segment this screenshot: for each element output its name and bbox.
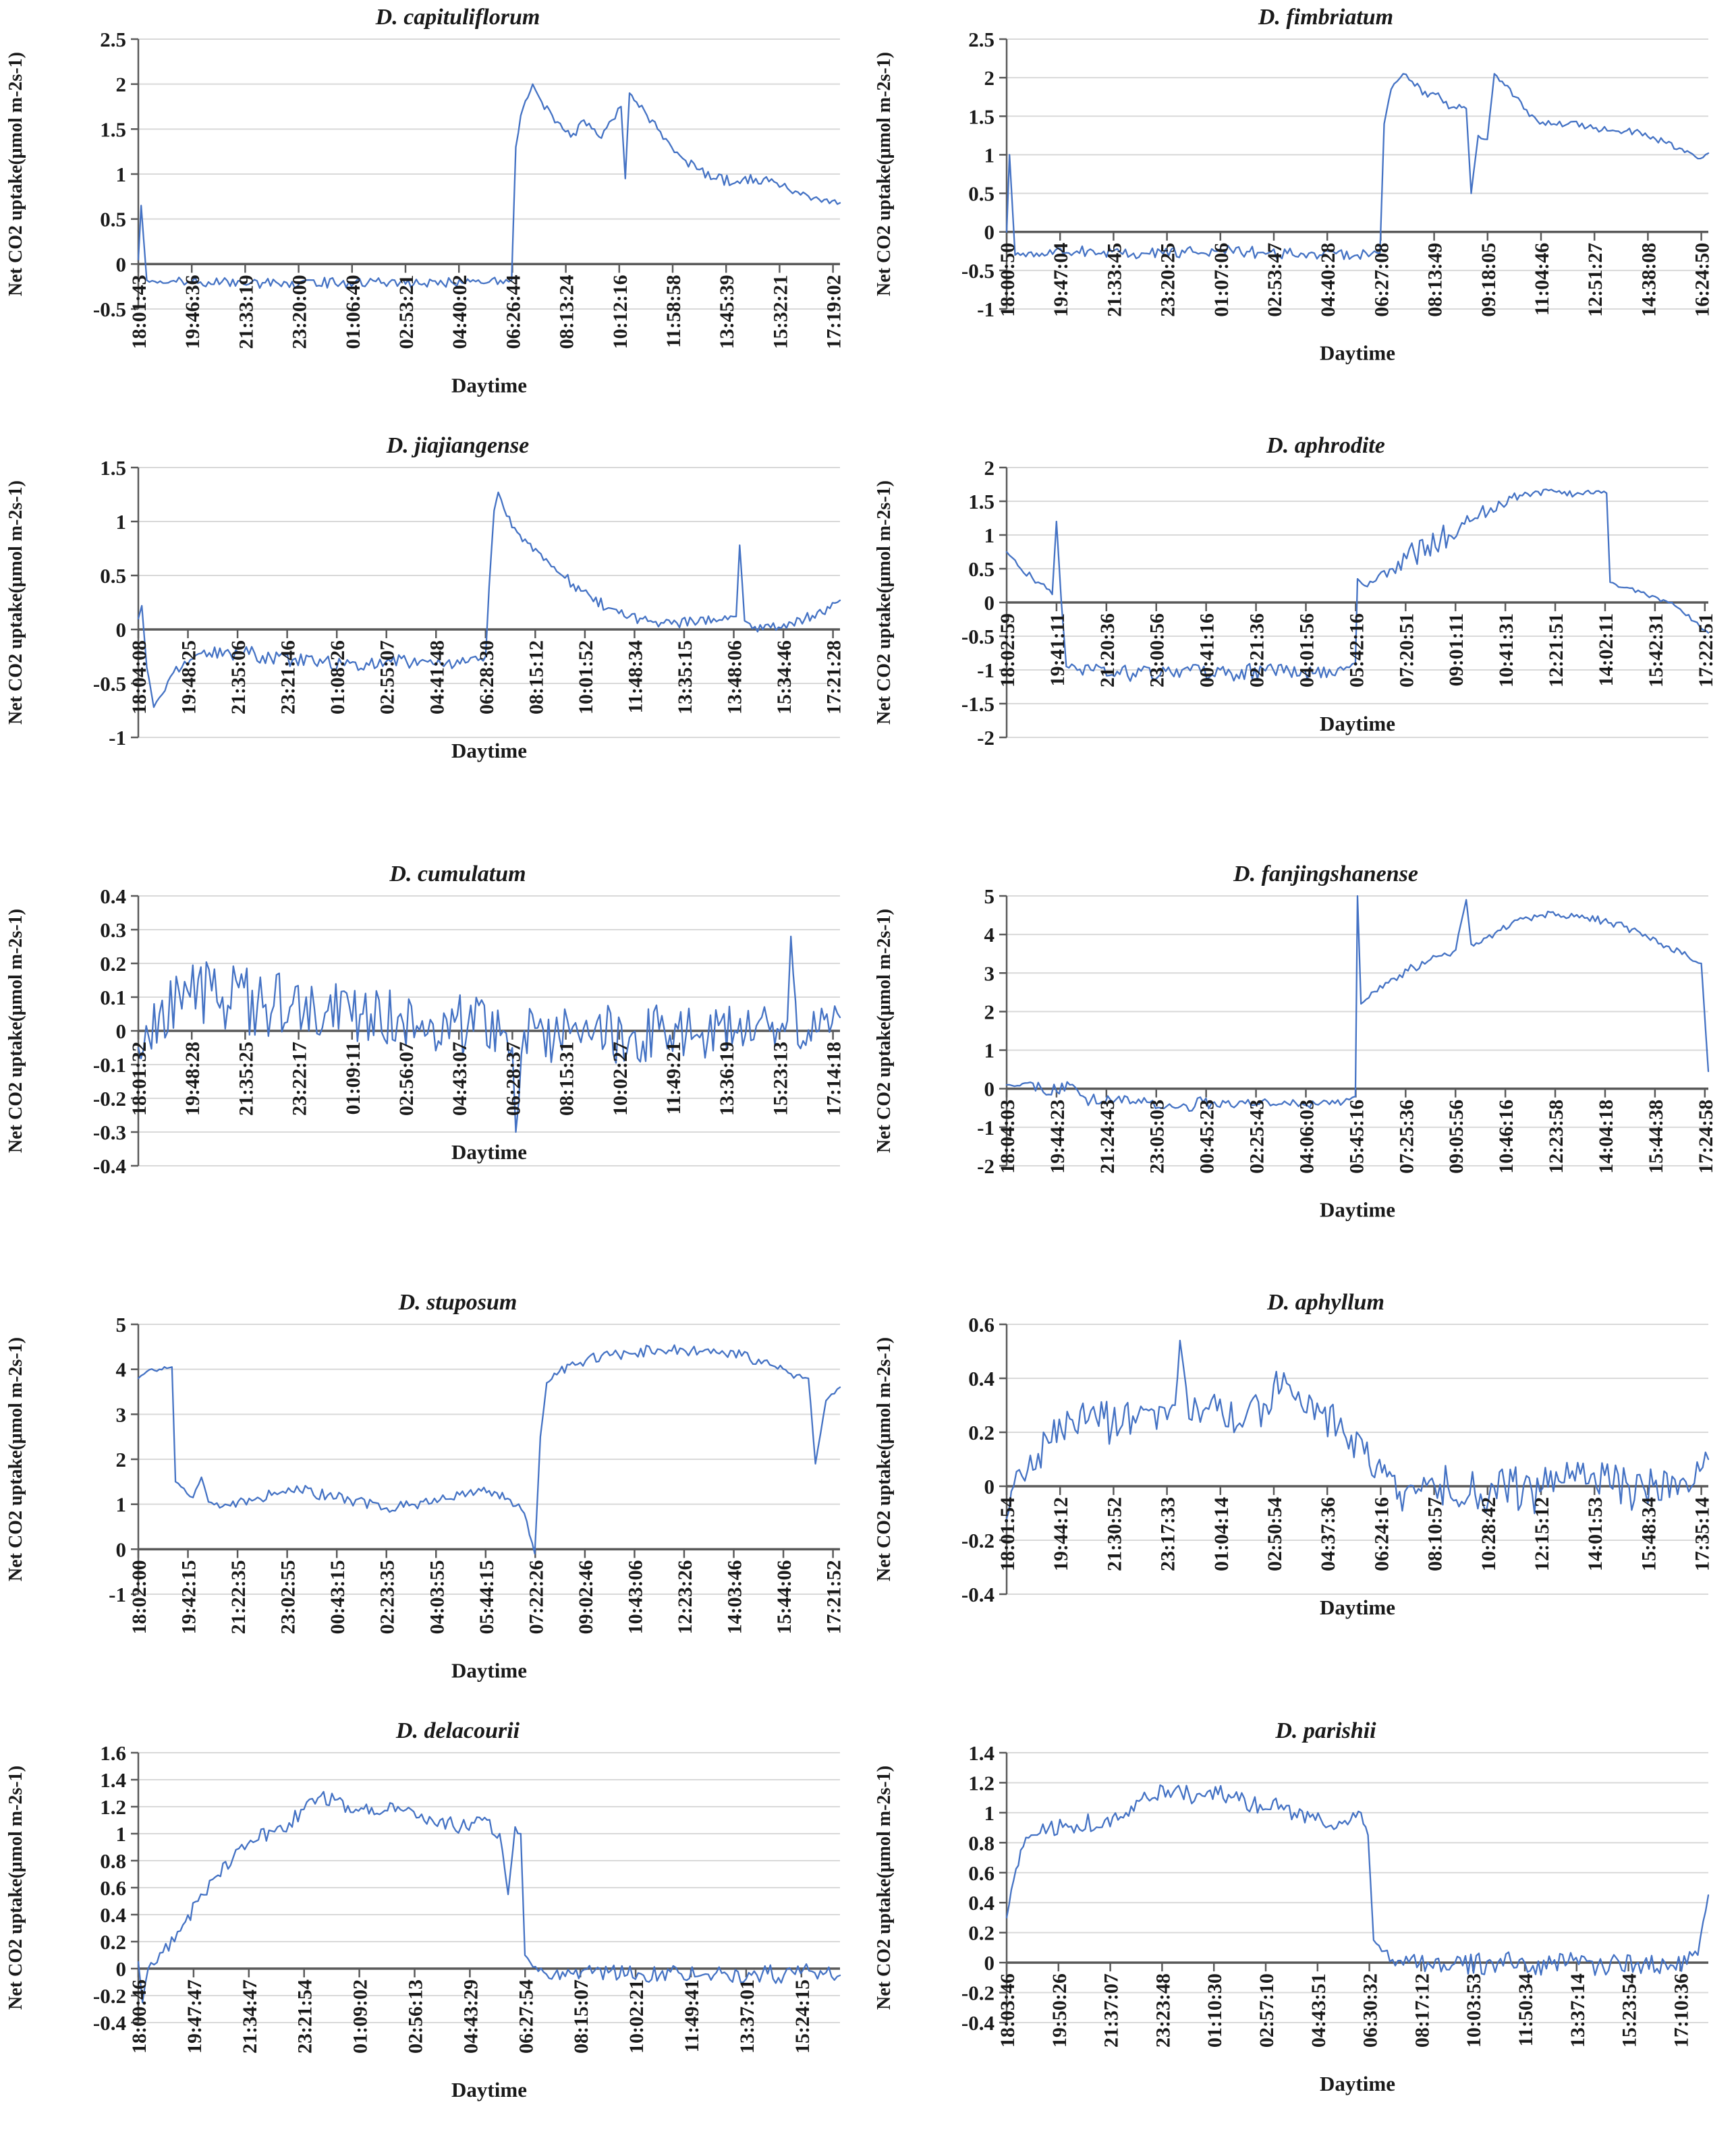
x-tick-label: 19:47:47	[183, 1979, 206, 2054]
x-tick-label: 13:36:19	[716, 1042, 739, 1116]
y-tick-label: 1.4	[968, 1745, 995, 1765]
y-tick-label: 4	[984, 923, 995, 947]
chart-title: D. aphyllum	[1267, 1290, 1384, 1315]
data-line	[138, 84, 840, 289]
chart-d-aphyllum	[868, 1285, 1736, 1714]
chart-title: D. fimbriatum	[1258, 5, 1394, 30]
x-tick-label: 21:33:19	[235, 275, 258, 349]
x-axis-title: Daytime	[1320, 1596, 1395, 1619]
y-tick-label: 0	[115, 1538, 126, 1562]
x-tick-label: 10:03:53	[1463, 1973, 1486, 2048]
x-tick-label: 05:45:16	[1345, 1099, 1368, 1174]
x-tick-label: 04:03:55	[426, 1560, 449, 1635]
y-tick-label: -0.4	[961, 1583, 995, 1606]
y-tick-label: -1	[109, 726, 126, 750]
y-tick-label: -0.2	[92, 1087, 126, 1110]
x-tick-label: 17:19:02	[822, 275, 845, 349]
y-tick-label: 0.5	[100, 207, 126, 231]
chart-plot	[0, 1316, 868, 1712]
chart-plot	[868, 888, 1736, 1283]
x-tick-label: 10:43:06	[624, 1560, 647, 1635]
x-tick-label: 21:22:35	[227, 1560, 250, 1635]
x-tick-label: 12:21:51	[1545, 613, 1568, 687]
x-tick-label: 18:02:59	[997, 613, 1019, 687]
y-tick-label: 0.4	[968, 1367, 995, 1390]
chart-d-parishii	[868, 1714, 1736, 2142]
data-line	[1007, 1785, 1708, 1975]
x-tick-label: 21:35:25	[235, 1042, 258, 1116]
y-tick-label: 0.6	[968, 1316, 995, 1336]
x-tick-label: 19:47:04	[1050, 242, 1073, 317]
x-tick-label: 21:20:36	[1096, 613, 1119, 687]
y-tick-label: -0.3	[92, 1121, 126, 1144]
x-axis-title: Daytime	[451, 739, 527, 762]
plot-svg	[868, 459, 1736, 855]
x-tick-label: 07:22:26	[525, 1560, 548, 1635]
x-tick-label: 01:06:40	[341, 275, 364, 349]
x-tick-label: 18:01:43	[128, 275, 150, 349]
x-tick-label: 19:46:36	[181, 275, 204, 349]
y-axis-title: Net CO2 uptake(μmol m-2s-1)	[5, 1766, 26, 2010]
y-tick-label: 2	[984, 1000, 995, 1024]
x-axis-title: Daytime	[1320, 1197, 1395, 1222]
y-tick-label: 0.4	[100, 888, 126, 908]
y-tick-label: -0.5	[961, 625, 995, 648]
x-tick-label: 11:58:58	[663, 275, 685, 348]
x-tick-label: 00:41:16	[1196, 613, 1219, 687]
y-tick-label: 0.4	[968, 1891, 995, 1915]
x-tick-label: 13:45:39	[716, 275, 739, 349]
chart-d-delacourii	[0, 1714, 868, 2142]
chart-title: D. cumulatum	[389, 862, 526, 886]
x-tick-label: 18:02:00	[128, 1560, 150, 1635]
chart-title: D. stuposum	[398, 1290, 517, 1315]
x-tick-label: 09:01:11	[1445, 613, 1468, 687]
x-axis-title: Daytime	[451, 373, 527, 397]
y-tick-label: -0.1	[92, 1053, 126, 1077]
y-tick-label: 0.2	[968, 1921, 995, 1945]
x-tick-label: 14:03:46	[723, 1560, 746, 1635]
x-tick-label: 02:56:07	[395, 1042, 418, 1116]
y-tick-label: 2.5	[100, 31, 126, 51]
y-tick-label: -1	[977, 658, 995, 682]
x-axis-title: Daytime	[451, 1658, 527, 1683]
y-tick-label: 3	[115, 1403, 126, 1427]
x-tick-label: 23:20:25	[1156, 242, 1179, 317]
chart-title: D. parishii	[1275, 1718, 1376, 1743]
plot-svg	[868, 1316, 1736, 1712]
x-tick-label: 17:24:58	[1694, 1099, 1717, 1174]
x-tick-label: 14:01:53	[1584, 1497, 1607, 1571]
y-tick-label: 1.5	[100, 459, 126, 480]
x-tick-label: 17:21:52	[822, 1560, 845, 1635]
y-axis-title: Net CO2 uptake(μmol m-2s-1)	[874, 52, 895, 296]
plot-svg	[0, 459, 868, 855]
x-tick-label: 10:01:52	[574, 640, 597, 714]
x-tick-label: 01:09:11	[341, 1042, 364, 1115]
x-tick-label: 08:13:24	[555, 275, 578, 349]
y-tick-label: 2	[984, 66, 995, 90]
x-tick-label: 12:23:58	[1545, 1099, 1568, 1174]
x-tick-label: 17:35:14	[1691, 1497, 1714, 1571]
y-tick-label: 0	[984, 591, 995, 615]
y-tick-label: -0.2	[961, 1981, 995, 2005]
chart-plot	[0, 31, 868, 426]
x-tick-label: 23:02:55	[277, 1560, 300, 1635]
y-tick-label: 3	[984, 961, 995, 986]
y-tick-label: 0.5	[100, 564, 126, 588]
x-tick-label: 06:27:54	[515, 1979, 538, 2054]
plot-svg	[0, 1316, 868, 1712]
y-tick-label: 0.2	[100, 1930, 126, 1954]
plot-svg	[868, 31, 1736, 426]
x-tick-label: 19:41:11	[1046, 613, 1069, 687]
data-line	[138, 1345, 840, 1554]
x-tick-label: 23:22:17	[288, 1042, 311, 1116]
x-tick-label: 19:42:15	[177, 1560, 200, 1635]
x-axis-title: Daytime	[451, 2078, 527, 2102]
x-tick-label: 23:20:00	[288, 275, 311, 349]
x-tick-label: 21:35:06	[227, 640, 250, 714]
x-tick-label: 15:44:38	[1644, 1099, 1667, 1174]
y-tick-label: 0.1	[100, 986, 126, 1009]
y-tick-label: 0	[984, 1475, 995, 1498]
y-tick-label: -1.5	[961, 692, 995, 716]
x-tick-label: 06:28:30	[475, 640, 498, 714]
y-tick-label: 0.2	[968, 1421, 995, 1444]
x-tick-label: 18:01:32	[128, 1042, 150, 1116]
chart-title: D. jiajiangense	[386, 433, 530, 458]
x-tick-label: 15:42:31	[1644, 613, 1667, 687]
x-tick-label: 04:01:56	[1295, 613, 1318, 687]
x-tick-label: 02:57:10	[1256, 1973, 1278, 2048]
y-tick-label: 0	[984, 220, 995, 244]
x-tick-label: 23:23:48	[1152, 1973, 1175, 2048]
y-tick-label: 0.2	[100, 952, 126, 976]
x-tick-label: 11:04:46	[1531, 242, 1553, 316]
y-tick-label: -0.5	[92, 298, 126, 321]
y-tick-label: 1	[115, 163, 126, 186]
y-tick-label: 0.4	[100, 1903, 126, 1927]
x-tick-label: 18:04:03	[997, 1099, 1019, 1174]
x-tick-label: 02:56:13	[404, 1979, 427, 2054]
y-tick-label: -0.5	[961, 258, 995, 283]
y-tick-label: 2.5	[968, 31, 995, 51]
plot-svg	[0, 31, 868, 426]
x-tick-label: 19:44:23	[1046, 1099, 1069, 1174]
x-tick-label: 21:30:52	[1103, 1497, 1126, 1571]
chart-plot	[0, 459, 868, 855]
x-tick-label: 07:25:36	[1395, 1099, 1418, 1174]
x-tick-label: 18:00:50	[997, 242, 1019, 317]
chart-plot	[868, 1745, 1736, 2140]
y-axis-title: Net CO2 uptake(μmol m-2s-1)	[874, 1766, 895, 2010]
chart-plot	[868, 1316, 1736, 1712]
chart-plot	[868, 459, 1736, 855]
y-axis-title: Net CO2 uptake(μmol m-2s-1)	[5, 480, 26, 725]
x-tick-label: 12:23:26	[673, 1560, 696, 1635]
y-tick-label: 5	[984, 888, 995, 908]
y-tick-label: 0.6	[968, 1861, 995, 1885]
x-tick-label: 23:21:46	[277, 640, 300, 714]
chart-title: D. capituliflorum	[375, 5, 540, 30]
y-tick-label: 0.6	[100, 1876, 126, 1900]
y-tick-label: 0	[115, 252, 126, 277]
data-line	[138, 1792, 840, 2002]
x-tick-label: 18:01:54	[997, 1497, 1019, 1571]
x-tick-label: 14:02:11	[1594, 613, 1617, 687]
x-tick-label: 08:13:49	[1424, 242, 1447, 317]
chart-title: D. aphrodite	[1266, 433, 1385, 458]
x-tick-label: 04:41:48	[426, 640, 449, 714]
x-tick-label: 04:37:36	[1317, 1497, 1340, 1571]
x-tick-label: 00:45:23	[1196, 1099, 1219, 1174]
x-tick-label: 21:24:43	[1096, 1099, 1119, 1174]
y-tick-label: 0.8	[100, 1849, 126, 1873]
x-tick-label: 04:40:28	[1317, 242, 1340, 317]
y-tick-label: 0.8	[968, 1831, 995, 1855]
x-tick-label: 10:02:27	[609, 1042, 632, 1116]
x-tick-label: 11:49:41	[681, 1979, 703, 2053]
y-tick-label: -1	[977, 1115, 995, 1139]
x-tick-label: 02:53:21	[395, 275, 418, 349]
x-tick-label: 02:25:43	[1245, 1099, 1268, 1174]
x-axis-title: Daytime	[1320, 2072, 1395, 2096]
x-tick-label: 21:33:45	[1103, 242, 1126, 317]
x-tick-label: 10:46:16	[1495, 1099, 1518, 1174]
x-axis-title: Daytime	[451, 1140, 527, 1164]
x-axis-title: Daytime	[1320, 341, 1395, 365]
x-tick-label: 06:28:37	[502, 1042, 525, 1116]
plot-svg	[868, 888, 1736, 1283]
x-tick-label: 05:42:16	[1345, 613, 1368, 687]
x-tick-label: 23:00:56	[1146, 613, 1169, 687]
x-tick-label: 10:02:21	[625, 1979, 648, 2054]
y-tick-label: 2	[984, 459, 995, 480]
y-tick-label: -2	[977, 726, 995, 750]
x-axis-title: Daytime	[1320, 712, 1395, 735]
y-tick-label: -0.5	[92, 672, 126, 696]
y-axis-title: Net CO2 uptake(μmol m-2s-1)	[5, 909, 26, 1153]
x-tick-label: 17:14:18	[822, 1042, 845, 1116]
y-tick-label: 4	[115, 1357, 126, 1382]
x-tick-label: 08:15:07	[570, 1979, 593, 2054]
x-tick-label: 06:27:08	[1370, 242, 1393, 317]
x-tick-label: 04:40:02	[449, 275, 472, 349]
x-tick-label: 17:21:28	[822, 640, 845, 714]
chart-d-capituliflorum	[0, 0, 868, 428]
x-tick-label: 15:23:54	[1618, 1973, 1641, 2048]
x-tick-label: 10:12:16	[609, 275, 632, 349]
y-tick-label: 5	[115, 1316, 126, 1336]
x-tick-label: 23:05:03	[1146, 1099, 1169, 1174]
y-tick-label: 1.5	[100, 117, 126, 142]
y-tick-label: -0.2	[961, 1529, 995, 1552]
y-tick-label: 0	[984, 1077, 995, 1101]
y-tick-label: 0	[115, 618, 126, 642]
x-tick-label: 16:24:50	[1691, 242, 1714, 317]
y-tick-label: 1	[115, 1492, 126, 1517]
x-tick-label: 04:43:51	[1307, 1973, 1330, 2048]
data-line	[1007, 1341, 1708, 1519]
y-tick-label: 1.2	[968, 1771, 995, 1795]
x-tick-label: 21:37:07	[1100, 1973, 1123, 2048]
x-tick-label: 15:34:46	[773, 640, 796, 714]
x-tick-label: 10:41:31	[1495, 613, 1518, 687]
x-tick-label: 09:02:46	[574, 1560, 597, 1635]
y-tick-label: -0.2	[92, 1984, 126, 2008]
x-tick-label: 08:15:12	[525, 640, 548, 714]
x-tick-label: 13:48:06	[723, 640, 746, 714]
chart-title: D. fanjingshanense	[1233, 862, 1418, 886]
chart-plot	[0, 888, 868, 1283]
plot-svg	[868, 1745, 1736, 2140]
x-tick-label: 11:49:21	[663, 1042, 685, 1115]
y-tick-label: 1	[115, 1822, 126, 1846]
x-tick-label: 18:03:46	[997, 1973, 1019, 2048]
x-tick-label: 19:48:28	[181, 1042, 204, 1116]
x-tick-label: 23:21:54	[293, 1979, 316, 2054]
x-tick-label: 18:00:46	[128, 1979, 150, 2054]
y-tick-label: 1	[984, 143, 995, 167]
x-tick-label: 15:23:13	[769, 1042, 792, 1116]
x-tick-label: 04:43:29	[459, 1979, 482, 2054]
x-tick-label: 13:37:01	[735, 1979, 758, 2054]
x-tick-label: 09:05:56	[1445, 1099, 1468, 1174]
x-tick-label: 17:22:51	[1694, 613, 1717, 687]
y-tick-label: 1.6	[100, 1745, 126, 1765]
y-tick-label: 0	[115, 1019, 126, 1043]
x-tick-label: 19:50:26	[1048, 1973, 1071, 2048]
chart-d-stuposum	[0, 1285, 868, 1714]
chart-title: D. delacourii	[395, 1718, 520, 1743]
x-tick-label: 01:04:14	[1210, 1497, 1233, 1571]
y-tick-label: 1	[115, 510, 126, 534]
x-tick-label: 07:20:51	[1395, 613, 1418, 687]
x-tick-label: 14:38:08	[1637, 242, 1660, 317]
y-tick-label: 0	[115, 1957, 126, 1981]
y-tick-label: 2	[115, 72, 126, 96]
x-tick-label: 08:10:57	[1424, 1497, 1447, 1571]
x-tick-label: 12:51:27	[1584, 242, 1607, 317]
x-tick-label: 23:17:33	[1156, 1497, 1179, 1571]
x-tick-label: 08:15:31	[555, 1042, 578, 1116]
x-tick-label: 06:26:44	[502, 275, 525, 349]
x-tick-label: 15:44:06	[773, 1560, 796, 1635]
x-tick-label: 01:10:30	[1204, 1973, 1227, 2048]
y-axis-title: Net CO2 uptake(μmol m-2s-1)	[5, 52, 26, 296]
y-tick-label: 1	[984, 1038, 995, 1063]
y-tick-label: 0.5	[968, 181, 995, 206]
x-tick-label: 01:09:02	[349, 1979, 372, 2054]
x-tick-label: 10:28:42	[1477, 1497, 1500, 1571]
x-tick-label: 19:44:12	[1050, 1497, 1073, 1571]
x-tick-label: 13:37:14	[1566, 1973, 1589, 2048]
y-tick-label: 1.5	[968, 490, 995, 513]
chart-d-aphrodite	[868, 428, 1736, 857]
x-tick-label: 02:55:07	[376, 640, 399, 714]
y-tick-label: 1	[984, 524, 995, 547]
y-tick-label: 0.5	[968, 557, 995, 581]
x-tick-label: 09:18:05	[1477, 242, 1500, 317]
x-tick-label: 18:04:08	[128, 640, 150, 714]
x-tick-label: 06:24:16	[1370, 1497, 1393, 1571]
chart-plot	[0, 1745, 868, 2140]
x-tick-label: 11:48:34	[624, 640, 647, 714]
x-tick-label: 17:10:36	[1670, 1973, 1693, 2048]
x-tick-label: 02:53:47	[1264, 242, 1286, 317]
y-tick-label: -1	[109, 1583, 126, 1606]
y-tick-label: 1.5	[968, 105, 995, 129]
x-tick-label: 02:50:54	[1264, 1497, 1286, 1571]
plot-svg	[0, 1745, 868, 2140]
x-tick-label: 04:43:07	[449, 1042, 472, 1116]
x-tick-label: 19:48:25	[177, 640, 200, 714]
x-tick-label: 15:48:34	[1637, 1497, 1660, 1571]
y-tick-label: -0.4	[92, 2011, 126, 2035]
x-tick-label: 14:04:18	[1594, 1099, 1617, 1174]
y-tick-label: -1	[977, 298, 995, 321]
x-tick-label: 11:50:34	[1515, 1973, 1537, 2047]
y-tick-label: 1	[984, 1801, 995, 1825]
x-tick-label: 13:35:15	[673, 640, 696, 714]
x-tick-label: 06:30:32	[1359, 1973, 1382, 2048]
chart-d-fanjingshanense	[868, 857, 1736, 1285]
x-tick-label: 15:24:15	[791, 1979, 814, 2054]
y-tick-label: 1.4	[100, 1768, 126, 1792]
chart-d-fimbriatum	[868, 0, 1736, 428]
plot-svg	[0, 888, 868, 1283]
x-tick-label: 08:17:12	[1411, 1973, 1434, 2048]
x-tick-label: 01:07:06	[1210, 242, 1233, 317]
x-tick-label: 15:32:21	[769, 275, 792, 349]
x-tick-label: 05:44:15	[475, 1560, 498, 1635]
y-tick-label: 1.2	[100, 1795, 126, 1819]
y-tick-label: 2	[115, 1448, 126, 1471]
x-tick-label: 02:21:36	[1245, 613, 1268, 687]
y-axis-title: Net CO2 uptake(μmol m-2s-1)	[874, 1337, 895, 1581]
y-tick-label: -0.4	[961, 2011, 995, 2035]
x-tick-label: 21:34:47	[238, 1979, 261, 2054]
y-axis-title: Net CO2 uptake(μmol m-2s-1)	[874, 480, 895, 725]
y-axis-title: Net CO2 uptake(μmol m-2s-1)	[5, 1337, 26, 1581]
y-tick-label: -2	[977, 1154, 995, 1178]
y-tick-label: -0.4	[92, 1154, 126, 1178]
x-tick-label: 02:23:35	[376, 1560, 399, 1635]
y-tick-label: 0	[984, 1951, 995, 1975]
chart-d-cumulatum	[0, 857, 868, 1285]
x-tick-label: 04:06:03	[1295, 1099, 1318, 1174]
x-tick-label: 00:43:15	[327, 1560, 349, 1635]
x-tick-label: 12:15:12	[1531, 1497, 1553, 1571]
y-tick-label: 0.3	[100, 918, 126, 942]
data-line	[1007, 896, 1708, 1111]
chart-plot	[868, 31, 1736, 426]
chart-d-jiajiangense	[0, 428, 868, 857]
x-tick-label: 01:08:26	[327, 640, 349, 714]
y-axis-title: Net CO2 uptake(μmol m-2s-1)	[874, 909, 895, 1153]
